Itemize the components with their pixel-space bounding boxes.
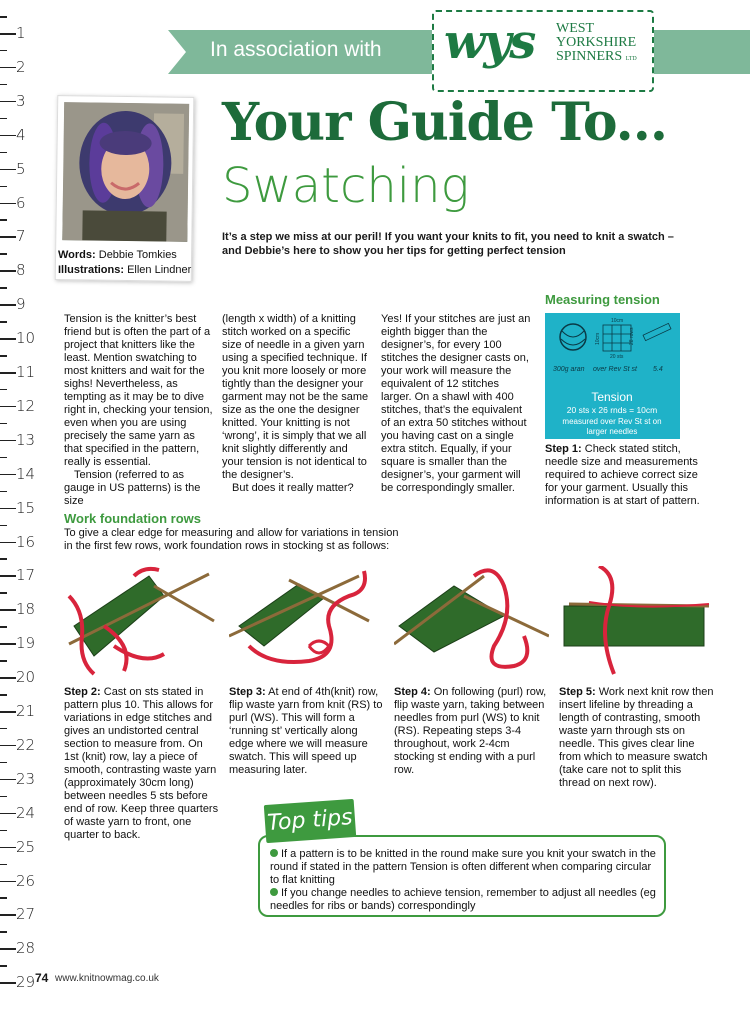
ruler-minor-tick <box>0 491 7 493</box>
logo-name <box>556 22 637 66</box>
banner-text: In association with <box>210 38 382 61</box>
ruler-minor-tick <box>0 830 7 832</box>
ruler-number: 22 <box>16 735 36 754</box>
ruler-major-tick <box>0 135 16 137</box>
ruler-number: 12 <box>16 396 36 415</box>
ruler-minor-tick <box>0 796 7 798</box>
ruler-major-tick <box>0 982 16 984</box>
step-2-label: Step 2: <box>64 686 101 698</box>
body-column-1 <box>64 313 214 508</box>
page-number: 74 <box>35 971 49 985</box>
ruler-major-tick <box>0 542 16 544</box>
ruler-number: 6 <box>16 193 26 212</box>
ruler-minor-tick <box>0 50 7 52</box>
ruler-major-tick <box>0 372 16 374</box>
step-4-label: Step 4: <box>394 686 431 698</box>
measuring-heading: Measuring tension <box>545 292 660 307</box>
col1-paragraph-1: Tension is the knitter’s best friend but is often the part of a project that knitters like the least. Mention swatching to most knitters and wait for the sighs! Nevertheless, as tempting as it may be to dive right in, checking your tension, even when you are using precisely the same yarn as that specified in the pattern, really is essential. <box>64 313 213 468</box>
ruler-number: 16 <box>16 532 36 551</box>
logo-line3: SPINNERS <box>556 49 623 64</box>
swatch-tension-line2: measured over Rev St st on <box>562 417 662 426</box>
ruler-minor-tick <box>0 864 7 866</box>
ruler-number: 26 <box>16 871 36 890</box>
ruler-number: 25 <box>16 837 36 856</box>
intro-text: It’s a step we miss at our peril! If you want your knits to fit, you need to knit a swatch – and Debbie’s here to show you her tips for getting perfect tension <box>222 231 674 257</box>
ruler-major-tick <box>0 270 16 272</box>
ruler-major-tick <box>0 609 16 611</box>
ruler-number: 13 <box>16 430 36 449</box>
ruler-minor-tick <box>0 321 7 323</box>
step-1-label: Step 1: <box>545 443 582 455</box>
ruler-major-tick <box>0 677 16 679</box>
ruler-number: 17 <box>16 566 36 585</box>
col3-paragraph-1: Yes! If your stitches are just an eighth bigger than the designer’s, for every 100 stitches the designer casts on, your work will measure the equivalent of 12 stitches larger. On a shawl with 400 stitches, that’s the equivalent of an extra 50 stitches without you having cast on a single extra stitch. Equally, if your square is smaller than the designer’s, your garment will be correspondingly smaller. <box>381 313 531 494</box>
swatch-tension-line1: 20 sts x 26 rnds = 10cm <box>566 405 658 415</box>
swatch-sts-label: 20 sts <box>610 354 624 360</box>
step-2-illustration <box>64 566 219 678</box>
swatch-tension-title: Tension <box>591 390 633 404</box>
ruler-major-tick <box>0 203 16 205</box>
ruler-major-tick <box>0 338 16 340</box>
logo-mark: wys <box>444 14 535 70</box>
col2-paragraph-2: But does it really matter? <box>232 482 354 494</box>
step-1-text: Check stated stitch, needle size and measurements required to achieve correct size for your garment. Usually this information is at start of pattern. <box>545 443 700 507</box>
col2-paragraph-1: (length x width) of a knitting stitch worked on a specific size of needle in a given yarn using a specified technique. If you knit more loosely or more tightly than the designer your garment may not be the same size as the one the designer knitted. Your knitting is not ‘wrong’, it is simply that we all knit slightly differently and your tension is not identical to the designer’s. <box>222 313 369 481</box>
ruler-number: 18 <box>16 600 36 619</box>
ruler-number: 19 <box>16 634 36 653</box>
step-3-label: Step 3: <box>229 686 266 698</box>
tip-1 <box>270 848 660 887</box>
step-2-caption <box>64 686 219 842</box>
ruler-minor-tick <box>0 287 7 289</box>
ruler-major-tick <box>0 101 16 103</box>
step-5-illustration <box>559 566 714 678</box>
ruler-number: 14 <box>16 464 36 483</box>
ruler-number: 21 <box>16 702 36 720</box>
ruler-minor-tick <box>0 897 7 899</box>
footer-url: www.knitnowmag.co.uk <box>55 973 159 984</box>
ruler-minor-tick <box>0 558 7 560</box>
ruler-number: 23 <box>16 769 36 788</box>
swatch-size-note: 5.4 <box>653 366 663 373</box>
ruler-major-tick <box>0 33 16 35</box>
foundation-text: To give a clear edge for measuring and allow for variations in tension in the first few rows, work foundation rows in stocking st as follows: <box>64 527 399 552</box>
ruler-major-tick <box>0 847 16 849</box>
step-4-caption <box>394 686 549 777</box>
ruler-minor-tick <box>0 389 7 391</box>
ruler-minor-tick <box>0 728 7 730</box>
step-5-caption <box>559 686 714 790</box>
ruler-major-tick <box>0 406 16 408</box>
ruler-minor-tick <box>0 253 7 255</box>
ruler-minor-tick <box>0 762 7 764</box>
ruler-number: 3 <box>16 91 26 110</box>
step-4-illustration <box>394 566 549 678</box>
swatch-top-label: 10cm <box>611 318 624 324</box>
ruler-minor-tick <box>0 592 7 594</box>
swatch-tension-line3: larger needles <box>586 427 638 436</box>
ruler-number: 9 <box>16 295 26 314</box>
logo-line2: YORKSHIRE <box>556 35 637 50</box>
words-name: Debbie Tomkies <box>98 249 177 261</box>
logo-suffix: LTD <box>625 56 637 62</box>
step-3-text: At end of 4th(knit) row, flip waste yarn from knit (RS) to purl (WS). This will form a ‘running st’ vertically along edge where we will measure swatch. This will speed up measuring later. <box>229 686 383 776</box>
ruler-minor-tick <box>0 525 7 527</box>
tip-1-text: If a pattern is to be knitted in the round make sure you knit your swatch in the round if stated in the pattern Tension is often different when comparing circular to flat knitting <box>270 848 656 886</box>
ruler-major-tick <box>0 745 16 747</box>
logo-line1: WEST <box>556 21 595 36</box>
ruler-major-tick <box>0 304 16 306</box>
ruler-minor-tick <box>0 219 7 221</box>
step-4-text: On following (purl) row, flip waste yarn, taking between needles from purl (WS) to knit (RS). Repeating steps 3-4 throughout, work 2-4cm stocking st ending with a purl row. <box>394 686 547 776</box>
body-column-3 <box>381 313 531 495</box>
ruler-number: 10 <box>16 329 36 348</box>
step-3-caption <box>229 686 384 777</box>
top-tips-label: Top tips <box>264 799 356 843</box>
ruler-major-tick <box>0 881 16 883</box>
ruler-major-tick <box>0 711 16 713</box>
ruler-minor-tick <box>0 694 7 696</box>
ruler-number: 20 <box>16 668 36 687</box>
ruler-number: 28 <box>16 939 36 958</box>
author-photo <box>62 102 189 242</box>
page-subtitle: Swatching <box>222 158 470 214</box>
ruler-minor-tick <box>0 186 7 188</box>
ruler-minor-tick <box>0 118 7 120</box>
ruler-major-tick <box>0 948 16 950</box>
ruler-number: 2 <box>16 57 26 76</box>
ruler-minor-tick <box>0 152 7 154</box>
ruler-major-tick <box>0 779 16 781</box>
body-column-2 <box>222 313 372 495</box>
ruler-number: 11 <box>16 363 36 381</box>
foundation-heading: Work foundation rows <box>64 511 201 526</box>
ruler-number: 5 <box>16 159 26 178</box>
ruler-minor-tick <box>0 626 7 628</box>
bullet-icon <box>270 849 278 857</box>
ruler-minor-tick <box>0 457 7 459</box>
tip-2-text: If you change needles to achieve tension, remember to adjust all needles (eg needles for ribs or bands) correspondingly <box>270 887 656 912</box>
ruler-minor-tick <box>0 931 7 933</box>
ruler-major-tick <box>0 440 16 442</box>
tip-2 <box>270 887 660 913</box>
ruler-major-tick <box>0 643 16 645</box>
bullet-icon <box>270 888 278 896</box>
swatch-rows-label: 28 rows <box>629 327 635 345</box>
swatch-yarn-note: 300g aran <box>553 366 585 373</box>
step-5-text: Work next knit row then insert lifeline by threading a length of contrasting, smooth waste yarn through sts on needle. This gives clear line from which to measure swatch (take care not to split this thread on next row). <box>559 686 714 789</box>
step-5-label: Step 5: <box>559 686 596 698</box>
step-3-illustration <box>229 566 384 678</box>
ruler-minor-tick <box>0 16 7 18</box>
ruler-major-tick <box>0 813 16 815</box>
ruler-number: 4 <box>16 125 26 144</box>
ruler-minor-tick <box>0 423 7 425</box>
ruler-major-tick <box>0 914 16 916</box>
ruler-minor-tick <box>0 355 7 357</box>
swatch-rev-note: over Rev St st <box>593 366 637 373</box>
ruler-number: 8 <box>16 261 26 280</box>
ruler <box>0 0 40 1012</box>
col1-paragraph-2: Tension (referred to as gauge in US patterns) is the size <box>64 469 201 507</box>
swatch-side-label: 10cm <box>595 332 601 345</box>
step-2-text: Cast on sts stated in pattern plus 10. This allows for variations in edge stitches and gives an undistorted central section to measure from. On 1st (knit) row, lay a piece of smooth, contrasting waste yarn (approximately 30cm long) between needles 5 sts before end of row. Keep three quarters of waste yarn to front, one quarter to back. <box>64 686 219 841</box>
ruler-major-tick <box>0 67 16 69</box>
words-label: Words: <box>58 249 96 261</box>
ruler-major-tick <box>0 169 16 171</box>
ruler-number: 29 <box>16 973 36 992</box>
ruler-major-tick <box>0 575 16 577</box>
ruler-number: 27 <box>16 905 36 924</box>
ruler-number: 7 <box>16 227 26 246</box>
ruler-number: 1 <box>16 24 26 42</box>
credits <box>58 248 191 278</box>
tension-swatch-illustration <box>545 313 680 439</box>
ruler-major-tick <box>0 474 16 476</box>
illustrations-name: Ellen Lindner <box>127 264 192 276</box>
ruler-major-tick <box>0 508 16 510</box>
ruler-number: 15 <box>16 498 36 517</box>
ruler-number: 24 <box>16 803 36 822</box>
ruler-major-tick <box>0 236 16 238</box>
step-1 <box>545 443 705 508</box>
ruler-minor-tick <box>0 84 7 86</box>
ruler-minor-tick <box>0 660 7 662</box>
ruler-minor-tick <box>0 965 7 967</box>
page-title: Your Guide To... <box>222 92 667 153</box>
illustrations-label: Illustrations: <box>58 264 125 276</box>
